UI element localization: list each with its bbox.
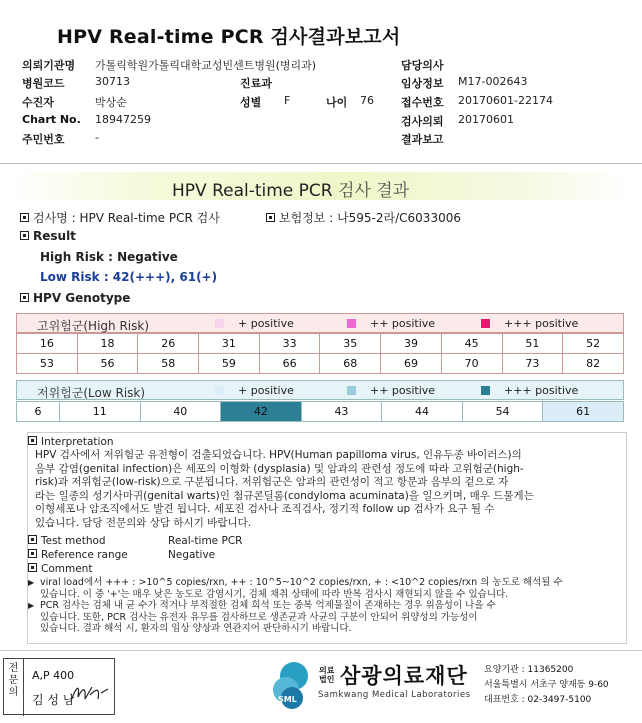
- result-heading-text: Result: [33, 229, 76, 243]
- header-field-label: 수진자: [22, 96, 54, 109]
- comment-line: [28, 577, 626, 589]
- sign-label: 전문의: [4, 659, 24, 716]
- legend-text: ++ positive: [370, 317, 436, 330]
- header-field: [95, 131, 99, 144]
- header-field: [22, 131, 65, 147]
- genotype-cell: 59: [199, 354, 260, 374]
- legend-text: +++ positive: [504, 384, 579, 397]
- header-field-label: 의뢰기관명: [22, 59, 76, 72]
- header-field-value: 20170601-22174: [458, 94, 553, 107]
- header-field-label: 주민번호: [22, 133, 65, 146]
- high-legend-plusplusplus: [481, 317, 578, 330]
- header-field-value: 30713: [95, 75, 130, 88]
- comment-text-span: 있습니다. 또한, PCR 검사는 유전자 유무를 검사하므로 생존균과 사균의 구분이 안되어 위양성의 가능성이: [40, 611, 478, 623]
- interpretation-line: HPV 검사에서 저위험군 유전형이 검출되었습니다. HPV(Human papilloma virus, 인유두종 바이러스)의: [35, 449, 522, 461]
- insurance-line: [266, 209, 461, 226]
- genotype-heading-text: HPV Genotype: [33, 291, 131, 305]
- comment-text-span: 있습니다. 결과 해석 시, 환자의 임상 양상과 연관지어 판단하시기 바랍니다.: [40, 623, 352, 634]
- header-field-value: 박상순: [95, 96, 127, 109]
- header-field-label: 나이: [326, 96, 348, 109]
- high-risk-label: 고위험군(High Risk): [37, 319, 149, 333]
- legend-swatch: [481, 386, 490, 395]
- genotype-cell: 26: [138, 334, 199, 354]
- checkbox-icon: [28, 563, 37, 572]
- header-field: [401, 131, 444, 147]
- org-phone: 대표번호 : 02-3497-5100: [484, 695, 592, 705]
- legend-text: + positive: [238, 317, 294, 330]
- test-method-line: [28, 535, 106, 549]
- genotype-cell: 6: [17, 402, 60, 422]
- low-risk-result: [40, 270, 217, 284]
- header-field-label: 성별: [240, 96, 262, 109]
- genotype-cell: 68: [320, 354, 381, 374]
- checkbox-icon: [20, 293, 29, 302]
- genotype-cell: 70: [441, 354, 502, 374]
- genotype-cell: 54: [462, 402, 543, 422]
- genotype-cell: 58: [138, 354, 199, 374]
- reference-range-value: Negative: [168, 549, 216, 561]
- legend-swatch: [215, 386, 224, 395]
- genotype-cell: 11: [59, 402, 140, 422]
- legend-text: + positive: [238, 384, 294, 397]
- header-field-label: 결과보고: [401, 133, 444, 146]
- header-divider: [0, 163, 642, 164]
- legend-swatch: [481, 319, 490, 328]
- sml-logo-text: SML: [278, 695, 297, 704]
- reference-range-line: [28, 549, 128, 563]
- header-field-label: 접수번호: [401, 96, 444, 109]
- header-field: [22, 75, 65, 91]
- header-field: [401, 113, 444, 129]
- genotype-cell: 69: [381, 354, 442, 374]
- genotype-cell: 43: [301, 402, 382, 422]
- legend-swatch: [215, 319, 224, 328]
- genotype-row: [17, 354, 624, 374]
- header-field: [458, 75, 527, 88]
- org-name: 삼광의료재단: [340, 664, 468, 688]
- interpretation-line: 라는 일종의 성기사마귀(genital warts)인 첨규콘딜롬(condyloma acuminata)을 일으키며, 매우 드물게는: [35, 489, 534, 502]
- genotype-cell: 40: [140, 402, 221, 422]
- genotype-cell: 33: [259, 334, 320, 354]
- interpretation-line: 있습니다. 담당 전문의와 상담 하시기 바랍니다.: [35, 516, 252, 529]
- org-name-en: Samkwang Medical Laboratories: [318, 690, 471, 700]
- low-risk-genotype-table: [16, 401, 624, 422]
- genotype-cell: 35: [320, 334, 381, 354]
- legend-text: ++ positive: [370, 384, 436, 397]
- comment-line: [28, 623, 626, 635]
- header-field: [360, 94, 374, 107]
- header-field: [240, 75, 272, 91]
- report-title: HPV Real-time PCR 검사결과보고서: [57, 26, 401, 48]
- section-title: [172, 176, 409, 201]
- header-field: [95, 94, 127, 110]
- genotype-cell: 45: [441, 334, 502, 354]
- header-field: [95, 57, 316, 73]
- doctor-code: A,P 400: [32, 669, 75, 682]
- interpretation-heading: [28, 436, 114, 450]
- high-risk-legend: [16, 313, 624, 333]
- legend-swatch: [347, 319, 356, 328]
- checkbox-icon: [20, 213, 29, 222]
- high-risk-result: High Risk : Negative: [40, 250, 178, 264]
- header-field-label: 병원코드: [22, 77, 65, 90]
- checkbox-icon: [28, 436, 37, 445]
- header-field: [22, 113, 81, 126]
- legend-swatch: [347, 386, 356, 395]
- signature-box: [3, 658, 115, 715]
- low-legend-plusplus: [347, 384, 435, 397]
- genotype-cell: 53: [17, 354, 78, 374]
- reference-range-label: Reference range: [41, 549, 128, 561]
- high-legend-plus: [215, 317, 294, 330]
- header-field: [95, 75, 130, 88]
- header-field: [22, 94, 54, 110]
- header-field-value: 18947259: [95, 113, 151, 126]
- insurance-value: 나595-2라/C6033006: [337, 211, 461, 225]
- header-field: [284, 94, 290, 107]
- genotype-cell: 52: [563, 334, 624, 354]
- header-field: [95, 113, 151, 126]
- header-field-value: M17-002643: [458, 75, 528, 88]
- low-risk-legend: [16, 380, 624, 400]
- section-title-en: HPV Real-time PCR: [172, 181, 333, 201]
- interpretation-heading-text: Interpretation: [41, 436, 114, 448]
- genotype-row: [17, 402, 624, 422]
- header-field-label: Chart No.: [22, 113, 81, 126]
- sml-logo-icon: [268, 660, 314, 712]
- header-field: [401, 75, 444, 91]
- comment-line: [28, 600, 626, 612]
- comment-text: [28, 577, 626, 635]
- agency-code: 요양기관 : 11365200: [484, 665, 574, 675]
- low-risk-label: 저위험군(Low Risk): [37, 386, 146, 400]
- header-field: [22, 57, 75, 73]
- genotype-cell: 31: [199, 334, 260, 354]
- header-field-value: F: [284, 94, 291, 107]
- header-field: [326, 94, 347, 110]
- org-address: 서울특별시 서초구 양재동 9-60: [484, 680, 609, 690]
- result-heading: [20, 229, 76, 243]
- high-legend-plusplus: [347, 317, 435, 330]
- genotype-cell: 56: [77, 354, 138, 374]
- test-method-value: Real-time PCR: [168, 535, 243, 547]
- insurance-label: 보험정보 :: [279, 211, 334, 225]
- genotype-cell: 42: [221, 402, 302, 422]
- header-field-value: -: [95, 131, 99, 144]
- low-legend-plus: [215, 384, 294, 397]
- header-field: [401, 94, 444, 110]
- header-field: [458, 113, 514, 126]
- genotype-cell: 82: [563, 354, 624, 374]
- header-field-label: 담당의사: [401, 59, 444, 72]
- test-name-line: [20, 209, 220, 226]
- comment-text-span: viral load에서 +++ : >10^5 copies/rxn, ++ : 10^5~10^2 copies/rxn, + : <10^2 copies/rxn 의 농도로 해석될 수: [40, 577, 563, 588]
- comment-text-span: PCR 검사는 검체 내 균 수가 적거나 부적절한 검체 희석 또는 중복 억제물질이 존재하는 경우 위음성이 나올 수: [40, 600, 496, 611]
- org-prefix: [319, 666, 334, 684]
- comment-line: [28, 589, 626, 601]
- test-name-label: 검사명 :: [33, 211, 76, 225]
- interpretation-line: 이형세포나 암조직에서도 발견 됩니다. 세포진 검사나 조직검사, 정기적 follow up 검사가 요구 될 수: [35, 503, 495, 515]
- interpretation-line: 음부 감염(genital infection)은 세포의 이형화 (dysplasia) 및 암과의 관련성 정도에 따라 고위험군(high-: [35, 462, 524, 475]
- doctor-name: 김 성 남: [32, 693, 75, 707]
- header-field-label: 진료과: [240, 77, 272, 90]
- header-field-value: 가톨릭학원가톨릭대학교성빈센트병원(병리과): [95, 59, 317, 72]
- bullet-icon: ▶: [28, 578, 35, 587]
- checkbox-icon: [266, 213, 275, 222]
- interpretation-text: [35, 449, 625, 530]
- checkbox-icon: [20, 231, 29, 240]
- legend-text: +++ positive: [504, 317, 579, 330]
- signature-icon: [68, 679, 112, 709]
- header-field: [240, 94, 261, 110]
- footer-divider: [0, 650, 642, 651]
- header-field: [458, 94, 553, 107]
- high-risk-genotype-table: [16, 333, 624, 374]
- header-field-label: 임상정보: [401, 77, 444, 90]
- interpretation-line: risk)과 저위험군(low-risk)으로 구분됩니다. 저위험군은 암과의 관련성이 적고 항문과 음부의 겉으로 자: [35, 476, 509, 488]
- header-field-value: 20170601: [458, 113, 514, 126]
- comment-text-span: 있습니다. 이 중 '+'는 매우 낮은 농도로 감염시기, 검체 채취 상태에 따라 반복 검사시 재현되지 않을 수 있습니다.: [40, 588, 509, 600]
- header-field-label: 검사의뢰: [401, 115, 444, 128]
- comment-label: Comment: [41, 563, 93, 575]
- genotype-cell: 16: [17, 334, 78, 354]
- checkbox-icon: [28, 549, 37, 558]
- comment-heading: [28, 563, 92, 577]
- header-field: [401, 57, 444, 73]
- genotype-cell: 73: [502, 354, 563, 374]
- comment-line: [28, 612, 626, 624]
- org-prefix-bottom: 법인: [319, 675, 335, 684]
- genotype-cell: 18: [77, 334, 138, 354]
- genotype-cell: 66: [259, 354, 320, 374]
- low-risk-label: Low Risk: [40, 270, 100, 284]
- test-name-value: HPV Real-time PCR 검사: [79, 211, 220, 225]
- genotype-cell: 39: [381, 334, 442, 354]
- checkbox-icon: [28, 535, 37, 544]
- genotype-cell: 61: [543, 402, 624, 422]
- low-legend-plusplusplus: [481, 384, 578, 397]
- genotype-heading: [20, 291, 130, 305]
- header-field-value: 76: [360, 94, 374, 107]
- genotype-cell: 51: [502, 334, 563, 354]
- low-risk-value: : 42(+++), 61(+): [103, 270, 218, 284]
- section-title-ko: 검사 결과: [338, 181, 410, 201]
- genotype-cell: 44: [382, 402, 463, 422]
- genotype-row: [17, 334, 624, 354]
- bullet-icon: ▶: [28, 601, 35, 610]
- org-prefix-top: 의료: [319, 666, 335, 675]
- test-method-label: Test method: [41, 535, 106, 547]
